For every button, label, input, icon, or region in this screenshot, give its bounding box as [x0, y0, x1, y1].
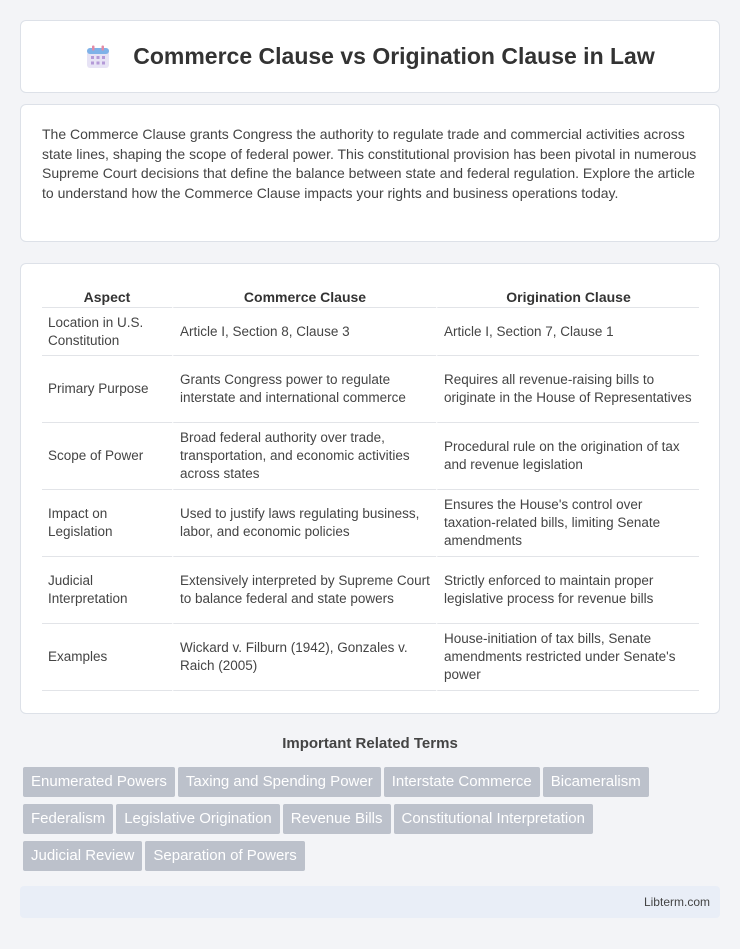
table-cell: Broad federal authority over trade, transportation, and economic activities across states [172, 423, 436, 490]
table-cell: House-initiation of tax bills, Senate amendments restricted under Senate's power [436, 624, 699, 691]
table-cell: Examples [42, 624, 172, 691]
related-terms-title: Important Related Terms [282, 735, 458, 752]
comparison-card [20, 263, 720, 714]
intro-card [20, 104, 720, 242]
table-cell: Extensively interpreted by Supreme Court to balance federal and state powers [172, 557, 436, 624]
page-title: Commerce Clause vs Origination Clause in Law [133, 43, 655, 69]
related-term-tag[interactable]: Judicial Review [23, 841, 142, 871]
table-cell: Ensures the House's control over taxation-related bills, limiting Senate amendments [436, 490, 699, 557]
footer [20, 886, 720, 918]
table-cell: Article I, Section 7, Clause 1 [436, 308, 699, 356]
related-term-tag[interactable]: Enumerated Powers [23, 767, 175, 797]
table-cell: Judicial Interpretation [42, 557, 172, 624]
header-aspect: Aspect [42, 286, 172, 308]
table-cell: Wickard v. Filburn (1942), Gonzales v. Raich (2005) [172, 624, 436, 691]
related-term-tag[interactable]: Taxing and Spending Power [178, 767, 381, 797]
related-term-tag[interactable]: Bicameralism [543, 767, 649, 797]
intro-paragraph: The Commerce Clause grants Congress the authority to regulate trade and commercial activities across state lines, shaping the scope of federal power. This constitutional provision has been pivotal in numerous Supreme Court decisions that define the balance between state and federal regulation. Explore the article to understand how the Commerce Clause impacts your rights and business operations today. [42, 126, 697, 201]
table-cell: Article I, Section 8, Clause 3 [172, 308, 436, 356]
table-row [42, 308, 699, 356]
table-cell: Used to justify laws regulating business, labor, and economic policies [172, 490, 436, 557]
calendar-icon [85, 44, 111, 70]
title-card [20, 20, 720, 93]
related-term-tag[interactable]: Federalism [23, 804, 113, 834]
related-term-tag[interactable]: Revenue Bills [283, 804, 391, 834]
table-cell: Primary Purpose [42, 356, 172, 423]
related-term-tag[interactable]: Legislative Origination [116, 804, 280, 834]
table-cell: Impact on Legislation [42, 490, 172, 557]
related-term-tag[interactable]: Separation of Powers [145, 841, 304, 871]
table-row [42, 356, 699, 423]
comparison-table [42, 286, 699, 691]
table-header-row [42, 286, 699, 308]
table-cell: Grants Congress power to regulate interstate and international commerce [172, 356, 436, 423]
table-cell: Location in U.S. Constitution [42, 308, 172, 356]
table-row [42, 423, 699, 490]
header-origination-clause: Origination Clause [436, 286, 699, 308]
table-cell: Requires all revenue-raising bills to originate in the House of Representatives [436, 356, 699, 423]
related-term-tag[interactable]: Interstate Commerce [384, 767, 540, 797]
table-cell: Procedural rule on the origination of tax and revenue legislation [436, 423, 699, 490]
table-cell: Strictly enforced to maintain proper legislative process for revenue bills [436, 557, 699, 624]
footer-site-link[interactable]: Libterm.com [643, 895, 710, 909]
header-commerce-clause: Commerce Clause [172, 286, 436, 308]
table-cell: Scope of Power [42, 423, 172, 490]
related-term-tag[interactable]: Constitutional Interpretation [394, 804, 593, 834]
table-row [42, 557, 699, 624]
related-terms-list [23, 767, 723, 878]
table-row [42, 624, 699, 691]
table-row [42, 490, 699, 557]
